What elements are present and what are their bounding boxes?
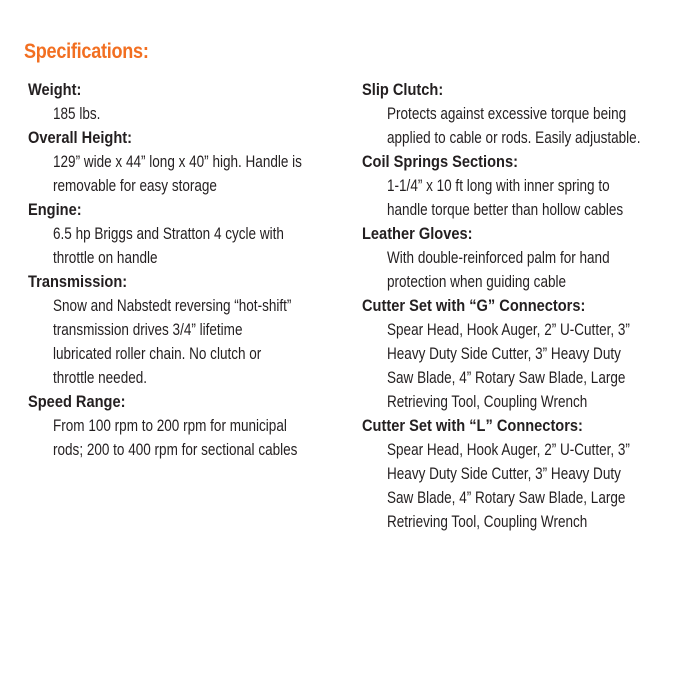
spec-value-line: Heavy Duty Side Cutter, 3” Heavy Duty — [387, 345, 621, 363]
spec-label: Weight: — [28, 80, 82, 99]
spec-value-line: From 100 rpm to 200 rpm for municipal — [53, 417, 287, 435]
spec-item — [28, 390, 348, 462]
spec-value — [53, 222, 348, 270]
spec-value-line: Saw Blade, 4” Rotary Saw Blade, Large — [387, 489, 626, 507]
spec-item — [362, 222, 692, 294]
spec-value-line: 185 lbs. — [53, 105, 101, 123]
spec-value-line: transmission drives 3/4” lifetime — [53, 321, 243, 339]
spec-value-line: 6.5 hp Briggs and Stratton 4 cycle with — [53, 225, 284, 243]
spec-value-line: removable for easy storage — [53, 177, 217, 195]
specs-left-column — [28, 78, 348, 462]
spec-item — [28, 270, 348, 390]
spec-label: Speed Range: — [28, 392, 126, 411]
spec-value-line: 1-1/4” x 10 ft long with inner spring to — [387, 177, 610, 195]
spec-value-line: handle torque better than hollow cables — [387, 201, 624, 219]
spec-value — [53, 294, 348, 390]
spec-value-line: Protects against excessive torque being — [387, 105, 627, 123]
spec-value — [387, 102, 692, 150]
spec-value — [53, 414, 348, 462]
spec-value — [387, 246, 692, 294]
spec-label: Cutter Set with “G” Connectors: — [362, 296, 586, 315]
spec-value-line: protection when guiding cable — [387, 273, 567, 291]
spec-value-line: throttle on handle — [53, 249, 158, 267]
specs-right-column — [362, 78, 692, 534]
spec-item — [362, 414, 692, 534]
spec-value — [387, 318, 692, 414]
spec-value — [53, 102, 348, 126]
spec-item — [362, 78, 692, 150]
spec-value-line: Retrieving Tool, Coupling Wrench — [387, 513, 588, 531]
spec-value-line: 129” wide x 44” long x 40” high. Handle is — [53, 153, 302, 171]
spec-item — [28, 78, 348, 126]
spec-label: Engine: — [28, 200, 82, 219]
spec-value-line: Spear Head, Hook Auger, 2” U-Cutter, 3” — [387, 321, 630, 339]
spec-value-line: Snow and Nabstedt reversing “hot-shift” — [53, 297, 292, 315]
spec-label: Transmission: — [28, 272, 128, 291]
spec-label: Cutter Set with “L” Connectors: — [362, 416, 583, 435]
spec-value-line: rods; 200 to 400 rpm for sectional cables — [53, 441, 298, 459]
spec-item — [362, 294, 692, 414]
page-title: Specifications: — [24, 40, 149, 63]
spec-item — [28, 126, 348, 198]
spec-value — [53, 150, 348, 198]
spec-value-line: Retrieving Tool, Coupling Wrench — [387, 393, 588, 411]
spec-label: Overall Height: — [28, 128, 132, 147]
spec-value-line: With double-reinforced palm for hand — [387, 249, 610, 267]
spec-item — [362, 150, 692, 222]
spec-label: Coil Springs Sections: — [362, 152, 518, 171]
spec-value — [387, 174, 692, 222]
spec-label: Leather Gloves: — [362, 224, 473, 243]
spec-value-line: throttle needed. — [53, 369, 148, 387]
spec-value-line: lubricated roller chain. No clutch or — [53, 345, 262, 363]
spec-label: Slip Clutch: — [362, 80, 444, 99]
spec-value-line: Spear Head, Hook Auger, 2” U-Cutter, 3” — [387, 441, 630, 459]
spec-value — [387, 438, 692, 534]
spec-item — [28, 198, 348, 270]
spec-value-line: Heavy Duty Side Cutter, 3” Heavy Duty — [387, 465, 621, 483]
spec-value-line: Saw Blade, 4” Rotary Saw Blade, Large — [387, 369, 626, 387]
spec-value-line: applied to cable or rods. Easily adjustable. — [387, 129, 641, 147]
